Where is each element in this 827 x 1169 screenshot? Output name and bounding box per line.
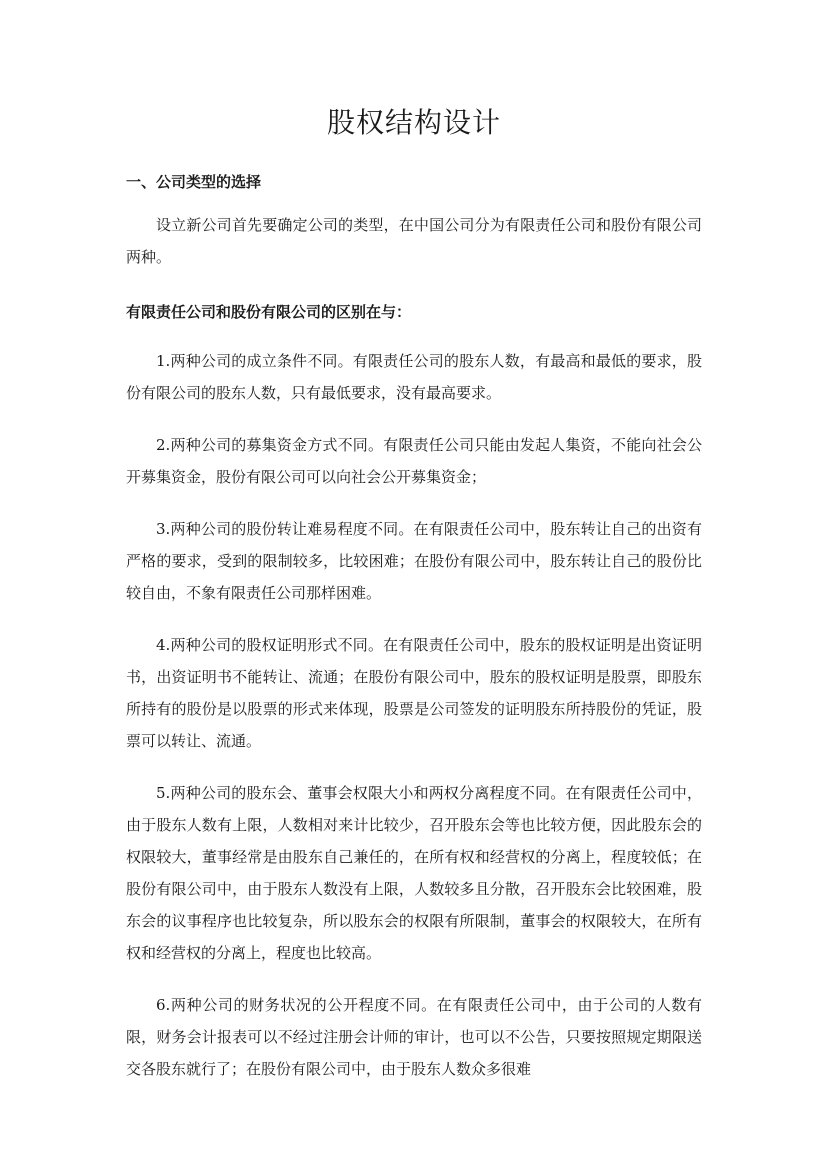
difference-item-2: 2.两种公司的募集资金方式不同。有限责任公司只能由发起人集资，不能向社会公开募集资金，股份有限公司可以向社会公开募集资金； [126, 436, 702, 486]
section-heading: 一、公司类型的选择 [126, 173, 262, 191]
difference-item-6: 6.两种公司的财务状况的公开程度不同。在有限责任公司中，由于公司的人数有限，财务会计报表可以不经过注册会计师的审计，也可以不公告，只要按照规定期限送交各股东就行了；在股份有限公司中，由于股东人数众多很难 [126, 996, 702, 1078]
document-title: 股权结构设计 [326, 106, 501, 139]
document-page [126, 0, 702, 1085]
difference-item-5: 5.两种公司的股东会、董事会权限大小和两权分离程度不同。在有限责任公司中，由于股东人数有上限，人数相对来计比较少，召开股东会等也比较方便，因此股东会的权限较大，董事经常是由股东自己兼任的，在所有权和经营权的分离上，程度较低；在股份有限公司中，由于股东人数没有上限，人数较多且分散，召开股东会比较困难，股东会的议事程序也比较复杂，所以股东会的权限有所限制，董事会的权限较大，在所有权和经营权的分离上，程度也比较高。 [126, 784, 702, 962]
difference-heading: 有限责任公司和股份有限公司的区别在与： [126, 303, 412, 321]
intro-paragraph: 设立新公司首先要确定公司的类型，在中国公司分为有限责任公司和股份有限公司两种。 [126, 216, 702, 266]
difference-item-3: 3.两种公司的股份转让难易程度不同。在有限责任公司中，股东转让自己的出资有严格的要求，受到的限制较多，比较困难；在股份有限公司中，股东转让自己的股份比较自由，不象有限责任公司那样困难。 [126, 520, 702, 602]
difference-item-1: 1.两种公司的成立条件不同。有限责任公司的股东人数，有最高和最低的要求，股份有限公司的股东人数，只有最低要求，没有最高要求。 [126, 352, 702, 402]
difference-item-4: 4.两种公司的股权证明形式不同。在有限责任公司中，股东的股权证明是出资证明书，出资证明书不能转让、流通；在股份有限公司中，股东的股权证明是股票，即股东所持有的股份是以股票的形式来体现，股票是公司签发的证明股东所持股份的凭证，股票可以转让、流通。 [126, 636, 702, 750]
